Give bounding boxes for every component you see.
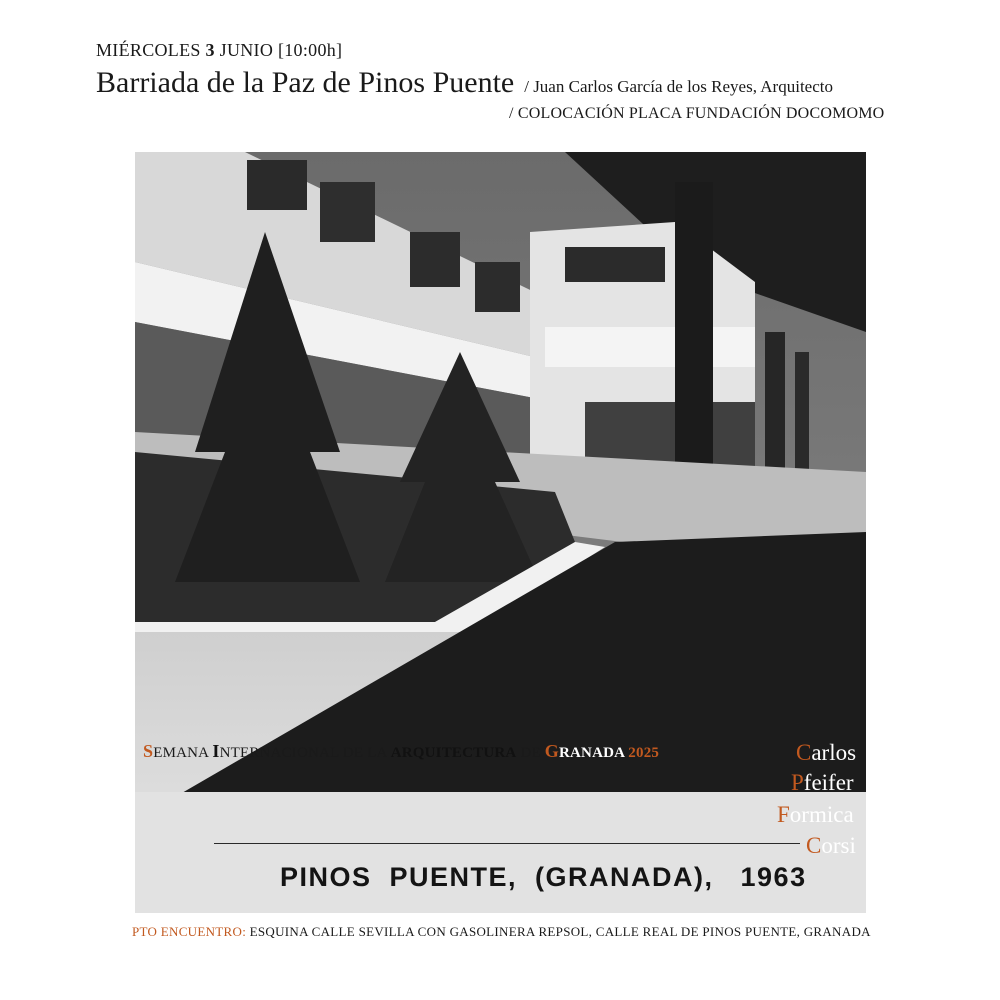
event-word-granada: RANADA (558, 745, 625, 761)
meeting-point-label: PTO ENCUENTRO: (132, 924, 247, 939)
meeting-point (132, 924, 871, 940)
credit-name-2 (791, 770, 854, 796)
event-word-de: DE (516, 745, 545, 761)
event-initial-g: G (544, 741, 559, 761)
credit-name-3 (777, 802, 854, 828)
date-month-time: JUNIO [10:00h] (219, 40, 343, 60)
date-day: 3 (205, 40, 215, 60)
credit-name-1 (796, 740, 856, 766)
credit-rest: orsi (821, 833, 856, 858)
credit-name-4 (806, 833, 856, 859)
event-word-semana: EMANA (153, 745, 213, 761)
plaque-note: / COLOCACIÓN PLACA FUNDACIÓN DOCOMOMO (509, 105, 885, 122)
event-date (96, 40, 342, 61)
historic-photo (135, 152, 866, 913)
credit-rest: ormica (789, 802, 854, 827)
event-word-arquitectura: ARQUITECTURA (390, 745, 517, 761)
event-initial-s: S (143, 741, 154, 761)
page-title: Barriada de la Paz de Pinos Puente (96, 66, 515, 99)
building-photo-illustration (135, 152, 866, 913)
title-line (96, 66, 833, 100)
event-year: 2025 (624, 745, 660, 761)
credit-initial: C (796, 740, 812, 765)
event-name (143, 741, 659, 762)
credit-rest: arlos (811, 740, 857, 765)
date-weekday: MIÉRCOLES (96, 40, 201, 60)
event-word-internacional: NTERNACIONAL DE LA (219, 745, 391, 761)
caption-rule (214, 843, 800, 844)
credit-initial: P (791, 770, 804, 795)
event-initial-i: I (212, 741, 220, 761)
credit-rest: feifer (803, 770, 854, 795)
architect-credit: / Juan Carlos García de los Reyes, Arquitecto (524, 77, 833, 96)
credit-initial: F (777, 802, 790, 827)
credit-initial: C (806, 833, 822, 858)
photo-caption: PINOS PUENTE, (GRANADA), 1963 (280, 862, 807, 892)
meeting-point-address: ESQUINA CALLE SEVILLA CON GASOLINERA REPSOL, CALLE REAL DE PINOS PUENTE, GRANADA (246, 924, 871, 939)
